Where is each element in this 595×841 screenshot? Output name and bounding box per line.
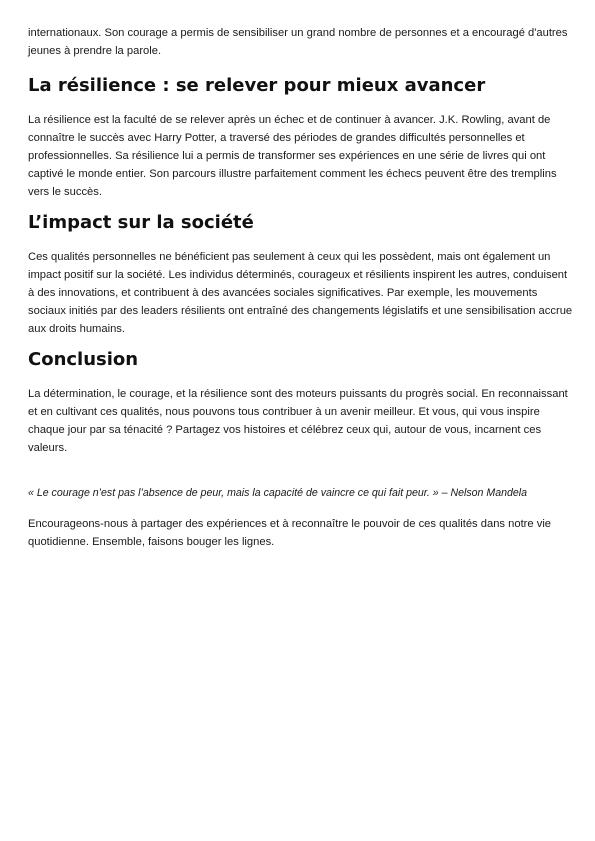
intro-continuation-paragraph: internationaux. Son courage a permis de sensibiliser un grand nombre de personnes et a encouragé d'autres jeunes à prendre la parole. xyxy=(28,27,568,57)
quote-text: « Le courage n’est pas l’absence de peur, mais la capacité de vaincre ce qui fait peur. » xyxy=(28,487,439,499)
section-heading-resilience: La résilience : se relever pour mieux avancer xyxy=(28,75,486,96)
quote-line xyxy=(28,484,573,502)
section-body-conclusion: La détermination, le courage, et la résilience sont des moteurs puissants du progrès social. En reconnaissant et en cultivant ces qualités, nous pouvons tous contribuer à un avenir meilleur. Et vous, qui vous inspire chaque jour par sa ténacité ? Partagez vos histoires et célébrez ceux qui, autour de vous, incarnent ces valeurs. xyxy=(28,388,568,454)
closing-paragraph: Encourageons-nous à partager des expériences et à reconnaître le pouvoir de ces qualités dans notre vie quotidienne. Ensemble, faisons bouger les lignes. xyxy=(28,518,552,548)
section-body-impact: Ces qualités personnelles ne bénéficient pas seulement à ceux qui les possèdent, mais ont également un impact positif sur la société. Les individus déterminés, courageux et résilients inspirent les autres, conduisent à des innovations, et contribuent à des avancées sociales significatives. Par exemple, les mouvements sociaux initiés par des leaders résilients ont entraîné des changements législatifs et une sensibilisation accrue aux droits humains. xyxy=(28,251,573,335)
section-heading-impact: L’impact sur la société xyxy=(28,212,254,233)
section-body-resilience: La résilience est la faculté de se relever après un échec et de continuer à avancer. J.K. Rowling, avant de connaître le succès avec Harry Potter, a traversé des périodes de grandes difficultés personnelles et professionnelles. Sa résilience lui a permis de transformer ses expériences en une série de livres qui ont captivé le monde entier. Son parcours illustre parfaitement comment les échecs peuvent être des tremplins vers le succès. xyxy=(28,114,557,198)
section-heading-conclusion: Conclusion xyxy=(28,349,139,370)
quote-attribution: – Nelson Mandela xyxy=(438,487,528,499)
